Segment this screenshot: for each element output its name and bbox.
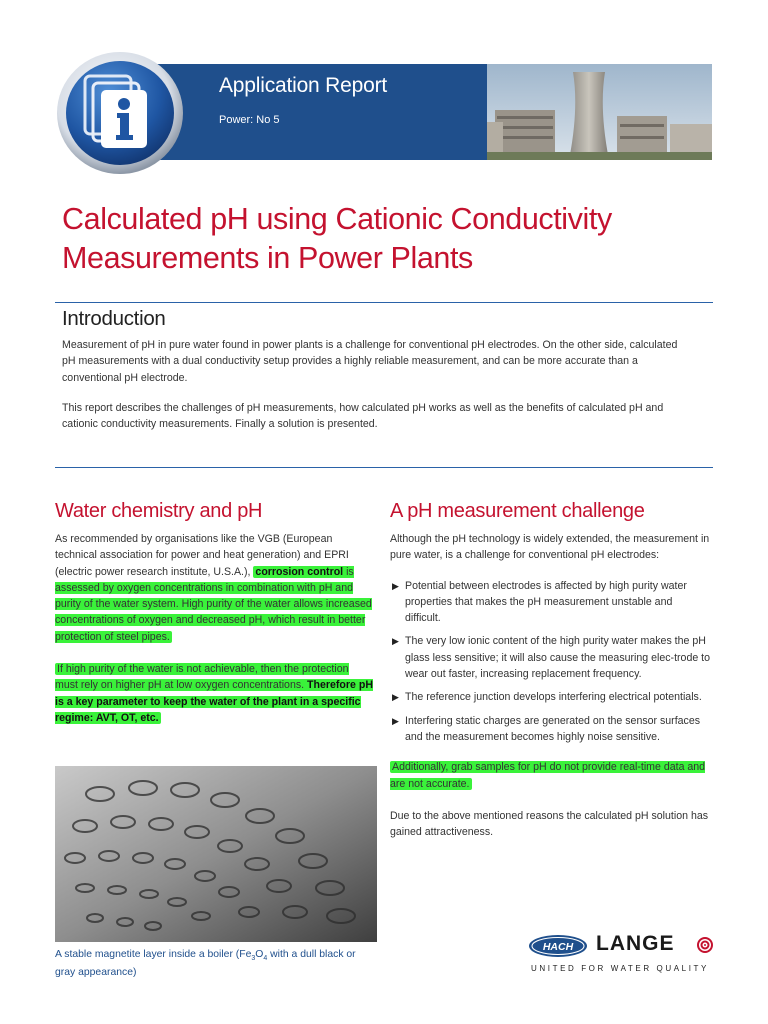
divider xyxy=(55,302,713,303)
list-item-text: Potential between electrodes is affected by high purity water properties that makes the pH measurement unstable and difficult. xyxy=(405,579,687,625)
bold-text: corrosion control xyxy=(255,565,344,578)
caption-text: A stable magnetite layer inside a boiler (Fe xyxy=(55,949,252,960)
text-span: If high purity of the water is not achievable, then the protection must rely on higher pH at low oxygen concentrations. xyxy=(55,663,349,692)
caption-subscript: 4 xyxy=(263,955,268,963)
report-type: Application Report xyxy=(219,74,387,97)
text-span: As recommended by organisations like the VGB (European technical association for power and heat generation) and EPRI (electric power research institute, U.S.A.), xyxy=(55,533,349,578)
lange-mark-icon xyxy=(697,937,713,953)
divider xyxy=(55,467,713,468)
hach-logo-text: HACH xyxy=(542,941,574,953)
hach-logo xyxy=(528,934,588,958)
water-chemistry-paragraph-2 xyxy=(55,661,373,726)
figure-caption xyxy=(55,948,377,980)
challenge-highlight-paragraph xyxy=(390,759,710,792)
bullet-arrow-icon: ▶ xyxy=(392,636,399,647)
text-span: is assessed by oxygen concentrations in combination with pH and purity of the water system. High purity of the water allows increased concentrations of oxygen and decreased pH, which result in better protection of steel pipes. xyxy=(55,565,372,643)
highlighted-text: Additionally, grab samples for pH do not provide real-time data and are not accurate. xyxy=(390,761,706,790)
list-item xyxy=(390,713,710,746)
introduction-paragraph-1: Measurement of pH in pure water found in power plants is a challenge for conventional pH electrodes. On the other side, calculated pH measurements with a dual conductivity setup provides a highly reliable measurement, and can be more accurate than a conventional pH electrode. xyxy=(62,339,678,384)
caption-text: with a dull black or gray appearance) xyxy=(55,949,356,979)
introduction-paragraph-2: This report describes the challenges of pH measurements, how calculated pH works as well as the benefits of calculated pH and cationic conductivity measurements. Finally a solution is presented. xyxy=(62,402,664,431)
challenge-intro: Although the pH technology is widely extended, the measurement in pure water, is a challenge for conventional pH electrodes: xyxy=(390,533,710,562)
list-item-text: The reference junction develops interfering electrical potentials. xyxy=(405,691,702,704)
title-line-1: Calculated pH using Cationic Conductivity xyxy=(62,202,612,236)
info-icon xyxy=(55,50,185,176)
document-title xyxy=(62,200,682,278)
highlighted-text xyxy=(55,663,373,724)
bullet-arrow-icon: ▶ xyxy=(392,692,399,703)
list-item xyxy=(390,578,710,627)
list-item xyxy=(390,689,710,705)
challenge-heading: A pH measurement challenge xyxy=(390,500,645,522)
lange-logo-text: LANGE xyxy=(596,932,675,955)
challenge-list xyxy=(390,578,710,746)
boiler-photo xyxy=(55,766,377,942)
power-plant-photo xyxy=(487,64,712,160)
title-line-2: Measurements in Power Plants xyxy=(62,241,473,275)
water-chemistry-body xyxy=(55,531,373,726)
bold-text: Therefore pH is a key parameter to keep the water of the plant in a specific regime: AVT, OT, etc. xyxy=(55,679,373,724)
water-chemistry-paragraph-1 xyxy=(55,531,373,645)
caption-subscript: 3 xyxy=(251,955,256,963)
bullet-arrow-icon: ▶ xyxy=(392,580,399,591)
list-item-text: Interfering static charges are generated on the sensor surfaces and the measurement becomes highly noise sensitive. xyxy=(405,714,701,743)
challenge-conclusion: Due to the above mentioned reasons the calculated pH solution has gained attractiveness. xyxy=(390,809,709,839)
list-item-text: The very low ionic content of the high purity water makes the pH glass less sensitive; it will also cause the measuring elec-trode to wear out faster, increasing replacement frequency. xyxy=(405,635,711,681)
challenge-body xyxy=(390,531,710,840)
list-item xyxy=(390,633,710,682)
bullet-arrow-icon: ▶ xyxy=(392,715,399,726)
introduction-heading: Introduction xyxy=(62,307,166,330)
report-series: Power: No 5 xyxy=(219,114,280,126)
caption-text: O xyxy=(255,949,264,960)
brand-tagline: UNITED FOR WATER QUALITY xyxy=(531,964,709,973)
water-chemistry-heading: Water chemistry and pH xyxy=(55,500,263,522)
